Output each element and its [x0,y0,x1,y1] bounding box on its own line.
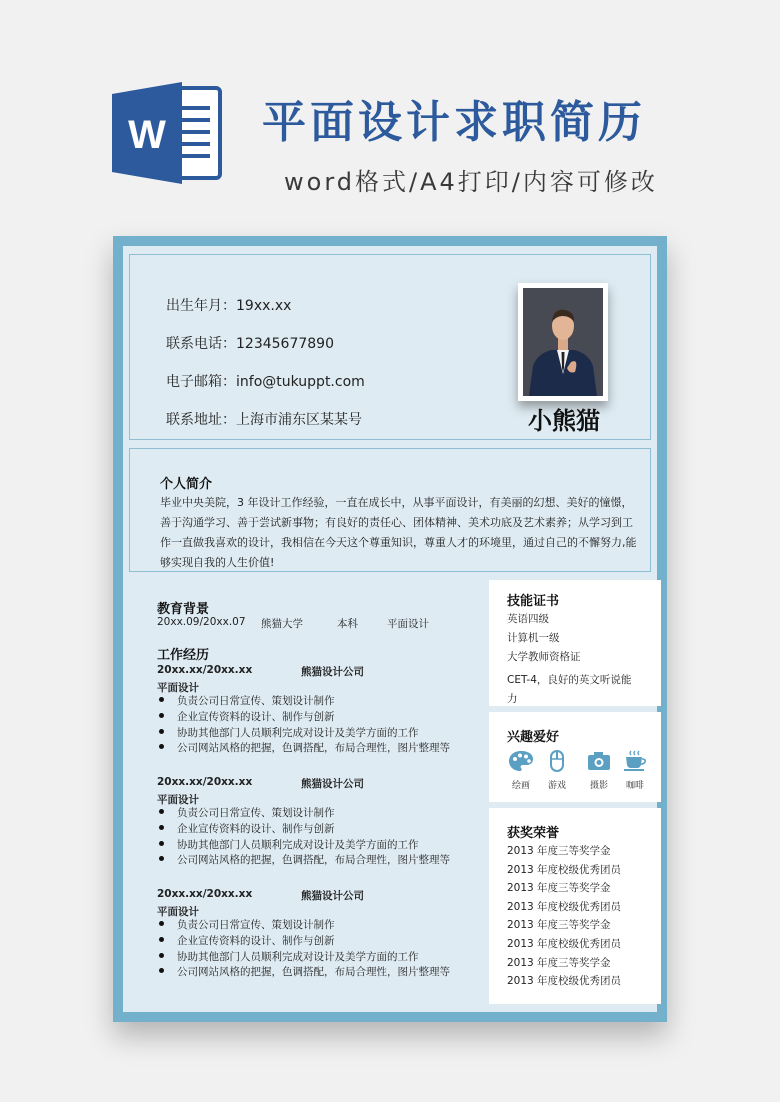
hobby-item [615,750,655,791]
award-item: 2013 年度三等奖学金 [507,845,611,857]
resume-frame [113,236,667,1022]
duty-item: 公司网站风格的把握，色调搭配，布局合理性，图片整理等 [157,965,450,981]
education-period: 20xx.09/20xx.07 [157,616,246,628]
job-role: 平面设计 [157,794,199,806]
award-item: 2013 年度校级优秀团员 [507,863,622,876]
phone-number: 联系电话：12345677890 [166,336,334,352]
skill-item: 力 [507,693,518,705]
hobby-item [537,750,577,791]
duty-item: 协助其他部门人员顺利完成对设计及美学方面的工作 [157,950,450,966]
word-letter: W [128,113,166,157]
education-degree: 本科 [337,618,358,630]
person-photo-icon [523,288,603,396]
coffee-icon [622,750,648,772]
job-period: 20xx.xx/20xx.xx [157,664,253,676]
skill-item: 英语四级 [507,613,549,625]
award-item: 2013 年度三等奖学金 [507,919,611,932]
hobby-label: 咖啡 [625,781,644,791]
duty-item: 负责公司日常宣传、策划设计制作 [157,918,450,934]
profile-photo [518,283,608,401]
education-school: 熊猫大学 [261,618,303,630]
hobbies-title: 兴趣爱好 [507,730,560,745]
job-company: 熊猫设计公司 [301,666,364,678]
award-item: 2013 年度校级优秀团员 [507,937,622,950]
hobby-item [501,750,541,791]
duty-item: 负责公司日常宣传、策划设计制作 [157,694,450,710]
hobby-label: 绘画 [511,781,530,791]
duty-item: 协助其他部门人员顺利完成对设计及美学方面的工作 [157,838,450,854]
hobby-label: 游戏 [547,781,566,791]
page-subtitle: word格式/A4打印/内容可修改 [284,168,658,196]
hobby-item [579,750,619,791]
mouse-icon [544,750,570,772]
job-duties [157,694,450,757]
page-title: 平面设计求职简历 [262,97,646,148]
intro-title: 个人简介 [160,477,213,492]
duty-item: 企业宣传资料的设计、制作与创新 [157,934,450,950]
awards-card [489,808,661,1004]
duty-item: 公司网站风格的把握，色调搭配，布局合理性，图片整理等 [157,853,450,869]
camera-icon [586,750,612,772]
candidate-name: 小熊猫 [528,407,600,435]
job-period: 20xx.xx/20xx.xx [157,888,253,900]
word-document-icon [112,78,224,188]
duty-item: 负责公司日常宣传、策划设计制作 [157,806,450,822]
job-period: 20xx.xx/20xx.xx [157,776,253,788]
award-item: 2013 年度三等奖学金 [507,882,611,895]
duty-item: 协助其他部门人员顺利完成对设计及美学方面的工作 [157,726,450,742]
duty-item: 公司网站风格的把握，色调搭配，布局合理性，图片整理等 [157,741,450,757]
job-duties [157,918,450,981]
skill-item: CET-4，良好的英文听说能 [507,674,632,686]
home-address: 联系地址：上海市浦东区某某号 [166,412,362,428]
skills-card [489,580,661,706]
intro-text: 毕业中央美院，3 年设计工作经验，一直在成长中，从事平面设计，有美丽的幻想、美好的憧憬，善于沟通学习、善于尝试新事物；有良好的责任心、团体精神、美术功底及艺术素养；从学习到工作一直做我喜欢的设计，我相信在今天这个尊重知识，尊重人才的环境里，通过自己的不懈努力,能够实现自我的人生价值! [160,496,637,569]
award-item: 2013 年度校级优秀团员 [507,975,622,988]
job-company: 熊猫设计公司 [301,890,364,902]
job-duties [157,806,450,869]
resume-panel [123,246,657,1012]
birth-date: 出生年月：19xx.xx [166,298,292,314]
job-company: 熊猫设计公司 [301,778,364,790]
intro-section [129,448,651,572]
education-major: 平面设计 [387,618,429,630]
palette-icon [508,750,534,772]
skill-item: 大学教师资格证 [507,651,581,663]
hobby-label: 摄影 [589,781,608,791]
award-item: 2013 年度校级优秀团员 [507,900,622,913]
job-role: 平面设计 [157,682,199,694]
skill-item: 计算机一级 [507,632,560,644]
awards-list [507,842,621,991]
duty-item: 企业宣传资料的设计、制作与创新 [157,710,450,726]
job-role: 平面设计 [157,906,199,918]
email-address: 电子邮箱：info@tukuppt.com [166,374,365,390]
awards-title: 获奖荣誉 [507,826,560,841]
skills-title: 技能证书 [507,594,560,609]
award-item: 2013 年度三等奖学金 [507,956,611,969]
hobbies-card [489,712,661,802]
work-title: 工作经历 [157,648,210,663]
education-title: 教育背景 [157,602,210,617]
skills-list [507,610,631,708]
duty-item: 企业宣传资料的设计、制作与创新 [157,822,450,838]
profile-section [129,254,651,440]
